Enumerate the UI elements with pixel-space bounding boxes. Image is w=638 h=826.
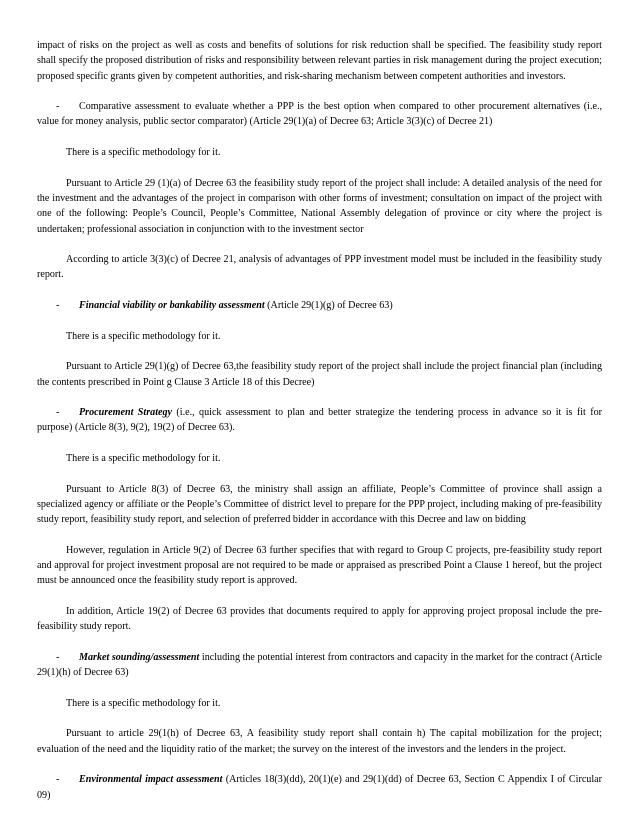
paragraph-methodology-3: There is a specific methodology for it.: [66, 453, 221, 465]
paragraph-article-8-3: Pursuant to Article 8(3) of Decree 63, the ministry shall assign an affiliate, People’s Committee of province shall assign a specialized agency or affiliate or the People’s Committee of district level to prepare for the PPP project, including making of pre-feasibility study report, feasibility study report, and selection of preferred bidder in accordance with this Decree and law on bidding: [37, 483, 602, 526]
bullet-dash: -: [56, 300, 60, 312]
bullet-comparative-assessment: - Comparative assessment to evaluate whether a PPP is the best option when compared to other procurement alternatives (i.e., value for money analysis, public sector comparator) (Article 29(1)(a) of Decree 63; Article 3(3)(c) of Decree 21): [37, 101, 602, 128]
paragraph-methodology-2: There is a specific methodology for it.: [66, 330, 221, 342]
bullet-title: Market sounding/assessment: [79, 651, 200, 663]
bullet-dash: -: [56, 651, 60, 663]
bullet-title: Procurement Strategy: [79, 407, 173, 419]
bullet-dash: -: [56, 774, 60, 786]
paragraph-article-19-2: In addition, Article 19(2) of Decree 63 provides that documents required to apply for approving project proposal include the pre-feasibility study report.: [37, 605, 602, 633]
bullet-title: Financial viability or bankability assessment: [79, 300, 265, 312]
paragraph-article-9-2: However, regulation in Article 9(2) of Decree 63 further specifies that with regard to Group C projects, pre-feasibility study report and approval for project investment proposal are not required to be made or appraised as prescribed Point a Clause 1 hereof, but the project must be announced once the feasibility study report is approved.: [37, 544, 602, 587]
bullet-procurement-strategy: - Procurement Strategy (i.e., quick assessment to plan and better strategize the tendering process in advance so it is fit for purpose) (Article 8(3), 9(2), 19(2) of Decree 63).: [37, 407, 602, 434]
paragraph-methodology-4: There is a specific methodology for it.: [66, 697, 221, 709]
paragraph-article-29-1-h: Pursuant to article 29(1(h) of Decree 63, A feasibility study report shall contain h) The capital mobilization for the project; evaluation of the need and the liquidity ratio of the market; the survey on the interest of the investors and the lenders in the project.: [37, 728, 602, 755]
bullet-title: Environmental impact assessment: [79, 774, 223, 786]
bullet-financial-viability: - Financial viability or bankability assessment (Article 29(1)(g) of Decree 63): [37, 298, 602, 313]
bullet-dash: -: [56, 101, 60, 113]
paragraph-article-29-1-g: Pursuant to Article 29(1)(g) of Decree 63,the feasibility study report of the project shall include the project financial plan (including the contents prescribed in Point g Clause 3 Article 18 of this Decree): [37, 361, 602, 388]
bullet-environmental-impact: - Environmental impact assessment (Articles 18(3)(dd), 20(1)(e) and 29(1)(dd) of Decree 63, Section C Appendix I of Circular 09): [37, 774, 602, 801]
bullet-market-sounding: - Market sounding/assessment including the potential interest from contractors and capacity in the market for the contract (Article 29(1)(h) of Decree 63): [37, 651, 602, 679]
paragraph-risk-distribution: impact of risks on the project as well as costs and benefits of solutions for risk reduction shall be specified. The feasibility study report shall specify the proposed distribution of risks and responsibility between relevant parties in risk management during the project execution; proposed specific grants given by competent authorities, and risk-sharing mechanism between competent authorities and investors.: [37, 40, 602, 82]
paragraph-article-29-1-a: Pursuant to Article 29 (1)(a) of Decree 63 the feasibility study report of the project shall include: A detailed analysis of the need for the investment and the advantages of the project in comparison with other forms of investment; consultation on impact of the project with one of the following: People’s Council, People’s Committee, National Assembly delegation of province or city where the project is undertaken; professional association in conjunction with to the investment sector: [37, 177, 602, 235]
bullet-dash: -: [56, 407, 60, 419]
paragraph-article-3-3-c: According to article 3(3)(c) of Decree 21, analysis of advantages of PPP investment model must be included in the feasibility study report.: [37, 254, 602, 281]
paragraph-methodology-1: There is a specific methodology for it.: [66, 147, 221, 159]
